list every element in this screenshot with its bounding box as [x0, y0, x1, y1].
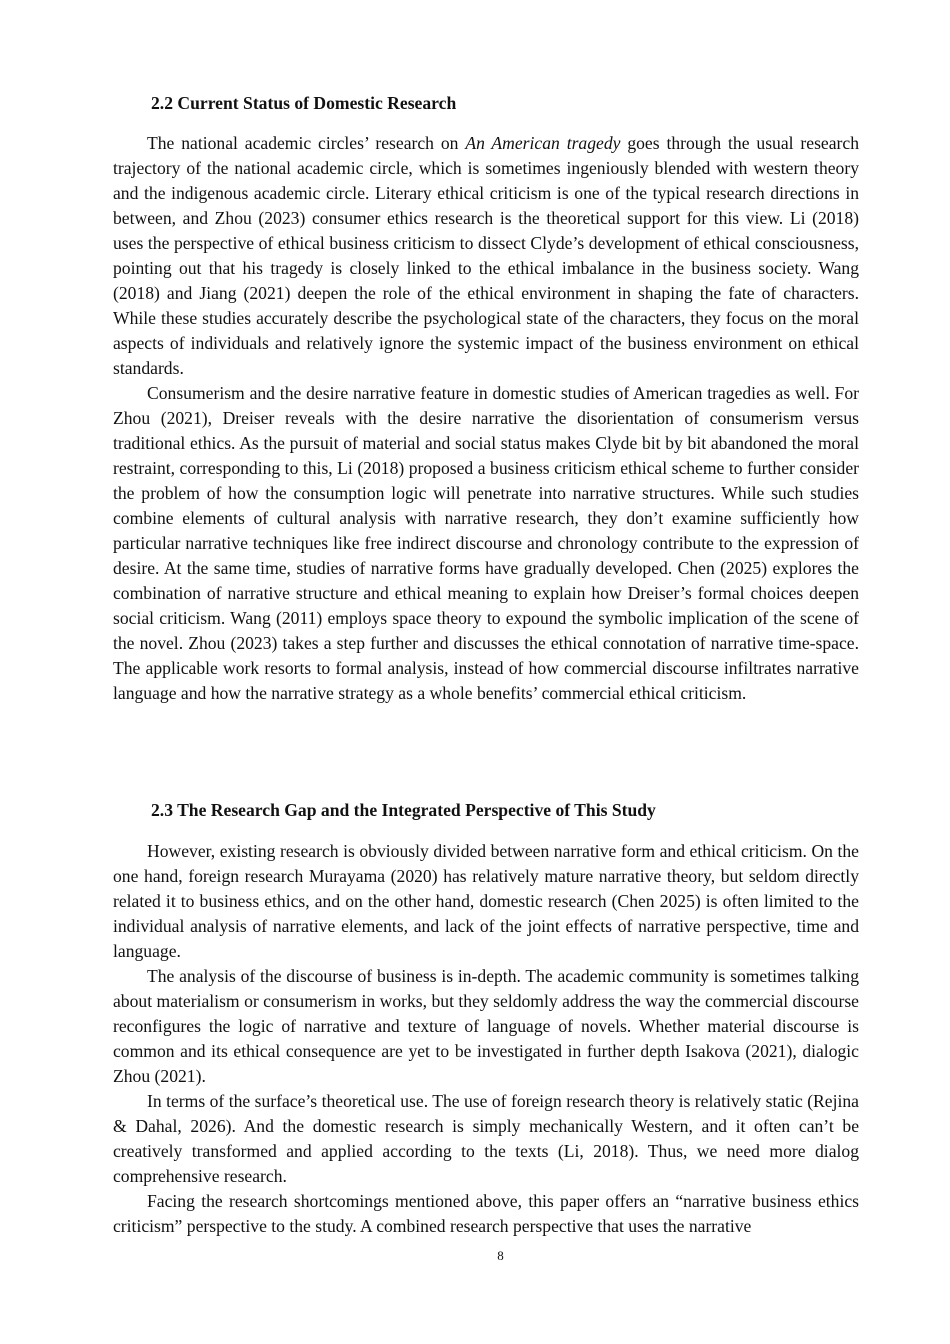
section-2-2-body: [113, 131, 859, 706]
paragraph-text: The national academic circles’ research on: [147, 133, 466, 153]
paragraph-text: Consumerism and the desire narrative feature in domestic studies of American tragedies as well. For Zhou (2021), Dreiser reveals with the desire narrative the disorientation of consumerism versus traditional ethics. As the pursuit of material and social status makes Clyde bit by bit abandoned the moral restraint, corresponding to this, Li (2018) proposed a business criticism ethical scheme to further consider the problem of how the consumption logic will penetrate into narrative structures. While such studies combine elements of cultural analysis with narrative research, they don’t examine sufficiently how particular narrative techniques like free indirect discourse and chronology contribute to the expression of desire. At the same time, studies of narrative forms have gradually developed. Chen (2025) explores the combination of narrative structure and ethical meaning to explain how Dreiser’s formal choices deepen social criticism. Wang (2011) employs space theory to expound the symbolic implication of the scene of the novel. Zhou (2023) takes a step further and discusses the ethical connotation of narrative time-space. The applicable work resorts to formal analysis, instead of how commercial discourse infiltrates narrative language and how the narrative strategy as a whole benefits’ commercial ethical criticism.: [113, 383, 859, 703]
section-heading-2-2: 2.2 Current Status of Domestic Research: [151, 93, 457, 113]
paragraph-2-3-3: In terms of the surface’s theoretical use. The use of foreign research theory is relatively static (Rejina & Dahal, 2026). And the domestic research is simply mechanically Western, and it often can’t be creatively transformed and applied according to the texts (Li, 2018). Thus, we need more dialog comprehensive research.: [113, 1091, 859, 1186]
book-title-italic: An American tragedy: [465, 133, 621, 153]
paragraph-2-3-4: Facing the research shortcomings mentioned above, this paper offers an “narrative business ethics criticism” perspective to the study. A combined research perspective that uses the narrative: [113, 1191, 859, 1236]
page-number: 8: [497, 1248, 504, 1263]
paragraph-2-3-1: However, existing research is obviously divided between narrative form and ethical criticism. On the one hand, foreign research Murayama (2020) has relatively mature narrative theory, but seldom directly related it to business ethics, and on the other hand, domestic research (Chen 2025) is often limited to the individual analysis of narrative elements, and lack of the joint effects of narrative perspective, time and language.: [113, 841, 859, 961]
section-2-3-body: [113, 839, 859, 1239]
paragraph-2-2-2: [113, 381, 859, 706]
paragraph-text: goes through the usual research trajectory of the national academic circle, which is sometimes ingeniously blended with western theory and the indigenous academic circle. Literary ethical criticism is one of the typical research directions in between, and Zhou (2023) consumer ethics research is the theoretical support for this view. Li (2018) uses the perspective of ethical business criticism to dissect Clyde’s development of ethical consciousness, pointing out that his tragedy is closely linked to the ethical imbalance in the business society. Wang (2018) and Jiang (2021) deepen the role of the ethical environment in shaping the fate of characters. While these studies accurately describe the psychological state of the characters, they focus on the moral aspects of individuals and relatively ignore the systemic impact of the business environment on ethical standards.: [113, 133, 860, 378]
section-heading-2-3: 2.3 The Research Gap and the Integrated Perspective of This Study: [151, 800, 656, 820]
paragraph-2-3-2: The analysis of the discourse of business is in-depth. The academic community is sometimes talking about materialism or consumerism in works, but they seldomly address the way the commercial discourse reconfigures the logic of narrative and texture of language of novels. Whether material discourse is common and its ethical consequence are yet to be investigated in further depth Isakova (2021), dialogic Zhou (2021).: [113, 966, 859, 1086]
paragraph-2-2-1: [113, 131, 859, 381]
